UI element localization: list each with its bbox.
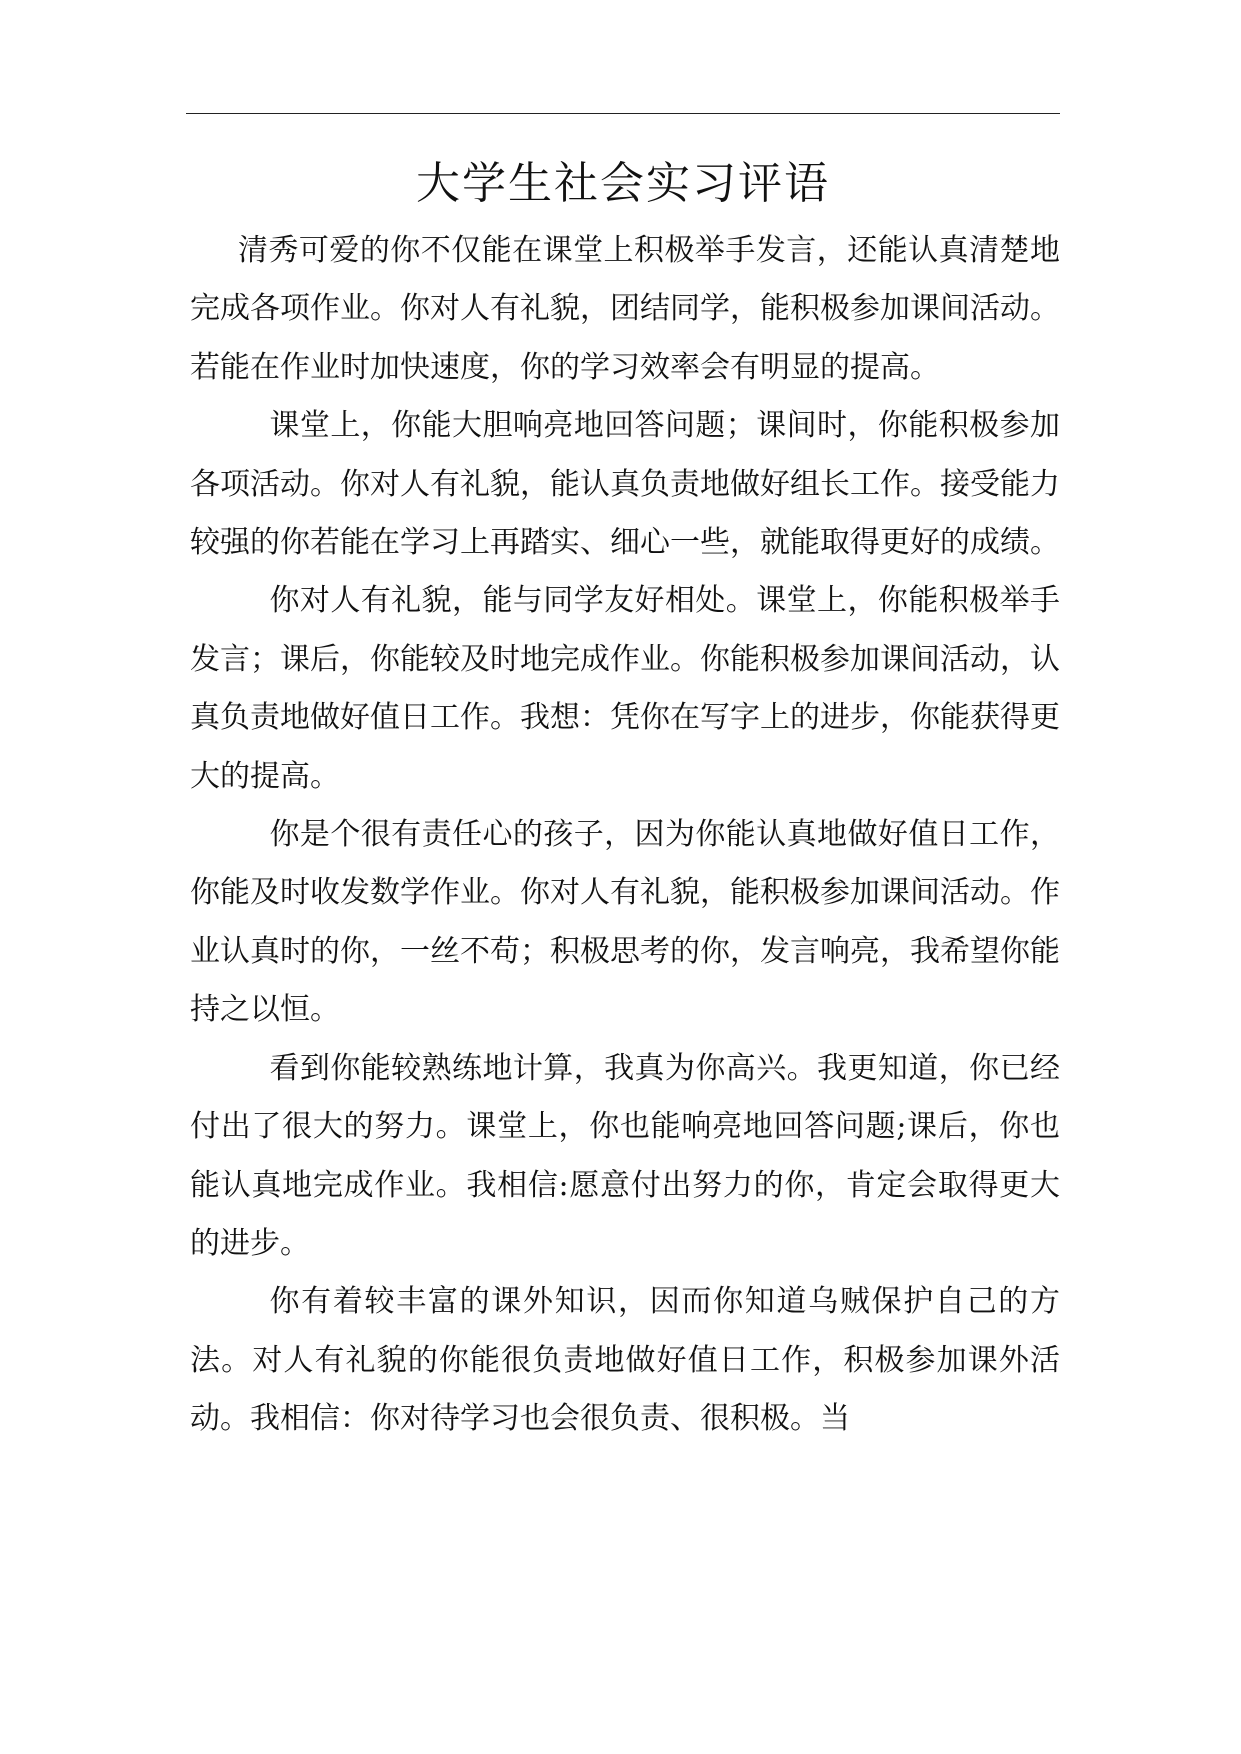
paragraph-1: 清秀可爱的你不仅能在课堂上积极举手发言，还能认真清楚地完成各项作业。你对人有礼貌，团结同学，能积极参加课间活动。若能在作业时加快速度，你的学习效率会有明显的提高。 bbox=[190, 233, 1060, 385]
paragraph-6: 你有着较丰富的课外知识，因而你知道乌贼保护自己的方法。对人有礼貌的你能很负责地做好值日工作，积极参加课外活动。我相信：你对待学习也会很负责、很积极。当 bbox=[190, 1284, 1060, 1437]
document-body bbox=[190, 222, 1060, 1449]
paragraph-3: 你对人有礼貌，能与同学友好相处。课堂上，你能积极举手发言；课后，你能较及时地完成作业。你能积极参加课间活动，认真负责地做好值日工作。我想：凭你在写字上的进步，你能获得更大的提高。 bbox=[190, 583, 1060, 794]
document-title: 大学生社会实习评语 bbox=[416, 158, 830, 209]
paragraph-5: 看到你能较熟练地计算，我真为你高兴。我更知道，你已经付出了很大的努力。课堂上，你也能响亮地回答问题;课后，你也能认真地完成作业。我相信:愿意付出努力的你，肯定会取得更大的进步。 bbox=[190, 1050, 1060, 1261]
paragraph-2: 课堂上，你能大胆响亮地回答问题；课间时，你能积极参加各项活动。你对人有礼貌，能认真负责地做好组长工作。接受能力较强的你若能在学习上再踏实、细心一些，就能取得更好的成绩。 bbox=[190, 408, 1060, 561]
header-rule bbox=[186, 113, 1060, 114]
paragraph-4: 你是个很有责任心的孩子，因为你能认真地做好值日工作，你能及时收发数学作业。你对人有礼貌，能积极参加课间活动。作业认真时的你，一丝不苟；积极思考的你，发言响亮，我希望你能持之以恒。 bbox=[190, 817, 1060, 1028]
